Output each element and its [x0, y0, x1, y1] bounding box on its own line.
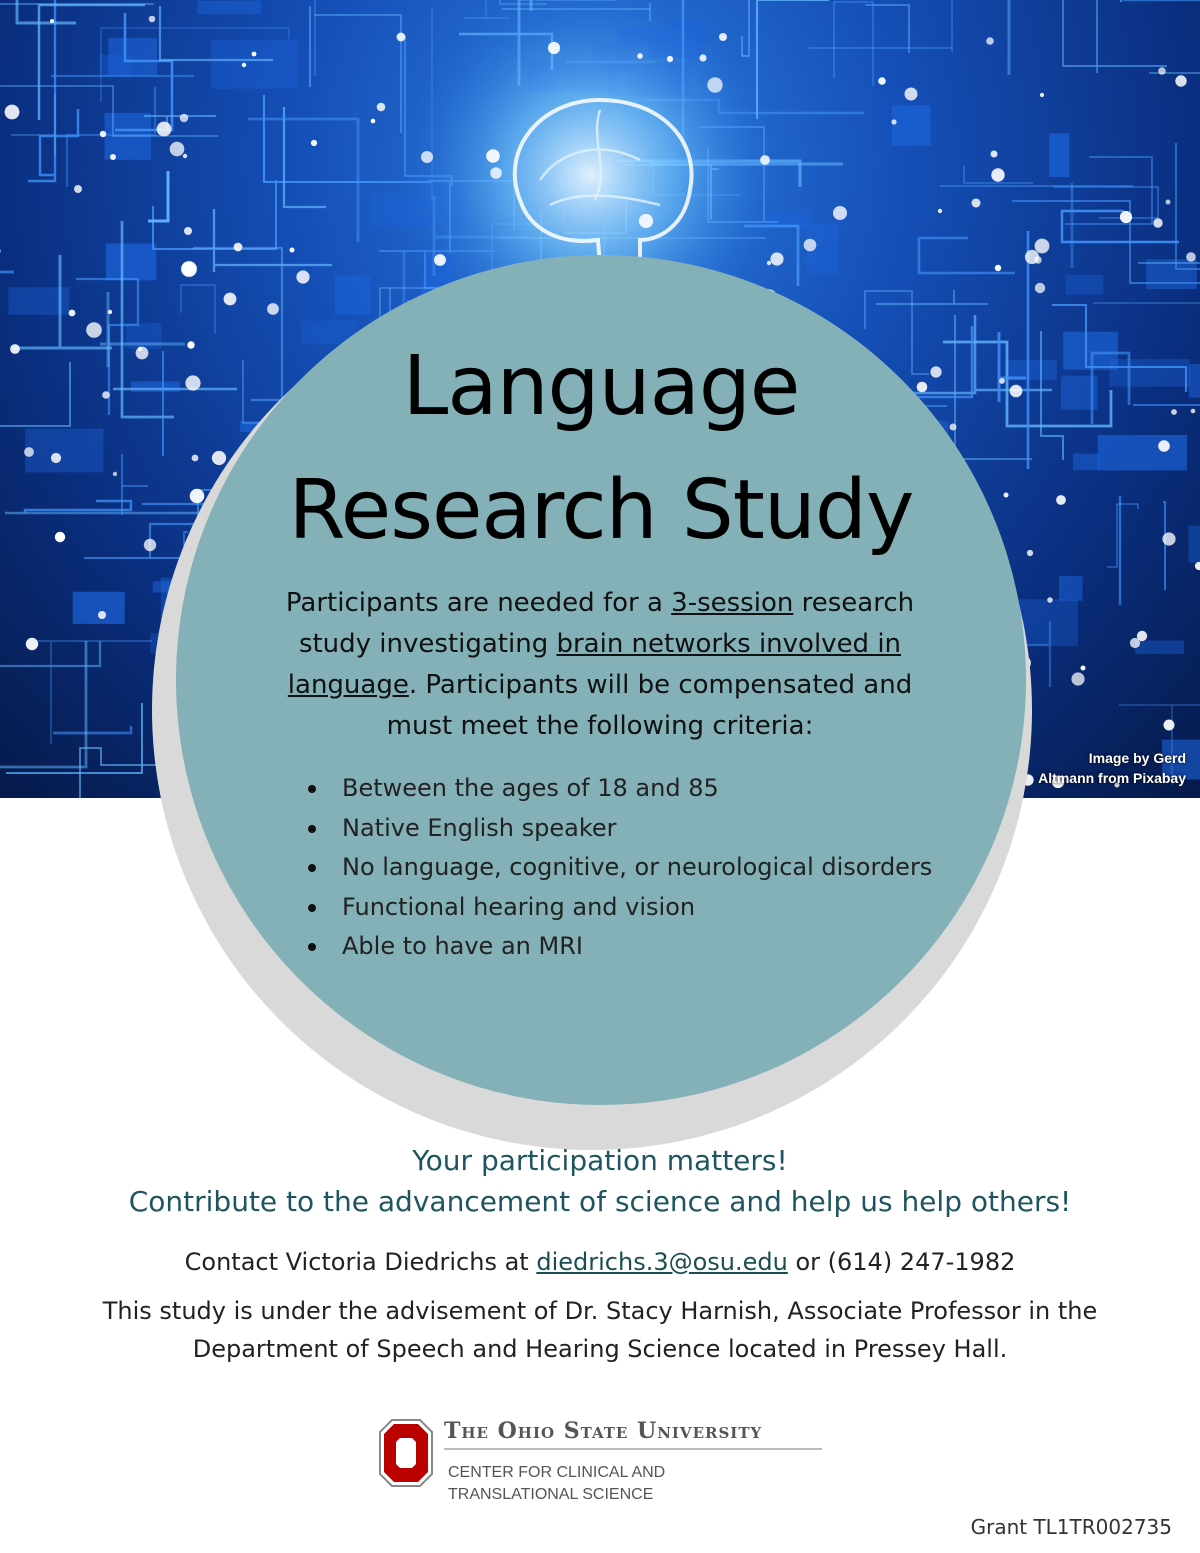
criteria-item — [300, 888, 932, 928]
bullet-icon — [308, 904, 316, 912]
advisement-line2: Department of Speech and Hearing Science located in Pressey Hall. — [192, 1335, 1008, 1363]
criteria-item-text: Able to have an MRI — [342, 932, 583, 960]
brain-networks-emphasis: brain networks involved in language — [287, 629, 902, 700]
criteria-item — [300, 769, 932, 809]
bullet-icon — [308, 943, 316, 951]
email-link[interactable]: diedrichs.3@osu.edu — [536, 1248, 788, 1276]
intro-text-1: Participants are needed for a — [285, 588, 672, 618]
advisement-line1: This study is under the advisement of Dr. Stacy Harnish, Associate Professor in the — [102, 1297, 1098, 1325]
intro-paragraph — [262, 583, 938, 747]
center-name — [448, 1462, 748, 1506]
contact-prefix: Contact Victoria Diedrichs at — [184, 1248, 537, 1276]
image-credit-line2: Altmann from Pixabay — [1038, 770, 1186, 786]
phone-number: (614) 247-1982 — [827, 1248, 1016, 1276]
criteria-item-text: No language, cognitive, or neurological disorders — [342, 853, 933, 881]
osu-logo — [378, 1414, 828, 1504]
bullet-icon — [308, 825, 316, 833]
page-title — [176, 325, 1026, 573]
block-o-icon — [378, 1418, 434, 1488]
contact-middle: or — [787, 1248, 828, 1276]
intro-text-3: . Participants will be compensated and must meet the following criteria: — [386, 670, 913, 741]
center-name-line2: TRANSLATIONAL SCIENCE — [448, 1486, 654, 1503]
tagline-line1: Your participation matters! — [412, 1144, 788, 1177]
criteria-item — [300, 848, 932, 888]
criteria-item — [300, 809, 932, 849]
bullet-icon — [308, 785, 316, 793]
criteria-list — [300, 769, 932, 967]
title-line2: Research Study — [288, 463, 914, 558]
center-name-line1: CENTER FOR CLINICAL AND — [448, 1464, 666, 1481]
criteria-item-text: Native English speaker — [342, 813, 617, 842]
criteria-item-text: Between the ages of 18 and 85 — [342, 774, 719, 802]
image-credit — [1006, 748, 1186, 788]
criteria-item — [300, 927, 932, 967]
bullet-icon — [308, 864, 316, 872]
intro-text-2: research study investigating — [298, 588, 915, 659]
grant-number: Grant TL1TR002735 — [970, 1515, 1172, 1539]
title-line1: Language — [402, 339, 800, 434]
criteria-item-text: Functional hearing and vision — [342, 892, 696, 921]
advisement-text — [60, 1292, 1140, 1368]
tagline — [0, 1140, 1200, 1222]
contact-line — [0, 1244, 1200, 1280]
sessions-emphasis: 3-session — [671, 588, 794, 618]
image-credit-line1: Image by Gerd — [1088, 750, 1186, 766]
tagline-line2: Contribute to the advancement of science and help us help others! — [128, 1185, 1072, 1218]
university-name: The Ohio State University — [444, 1418, 822, 1450]
